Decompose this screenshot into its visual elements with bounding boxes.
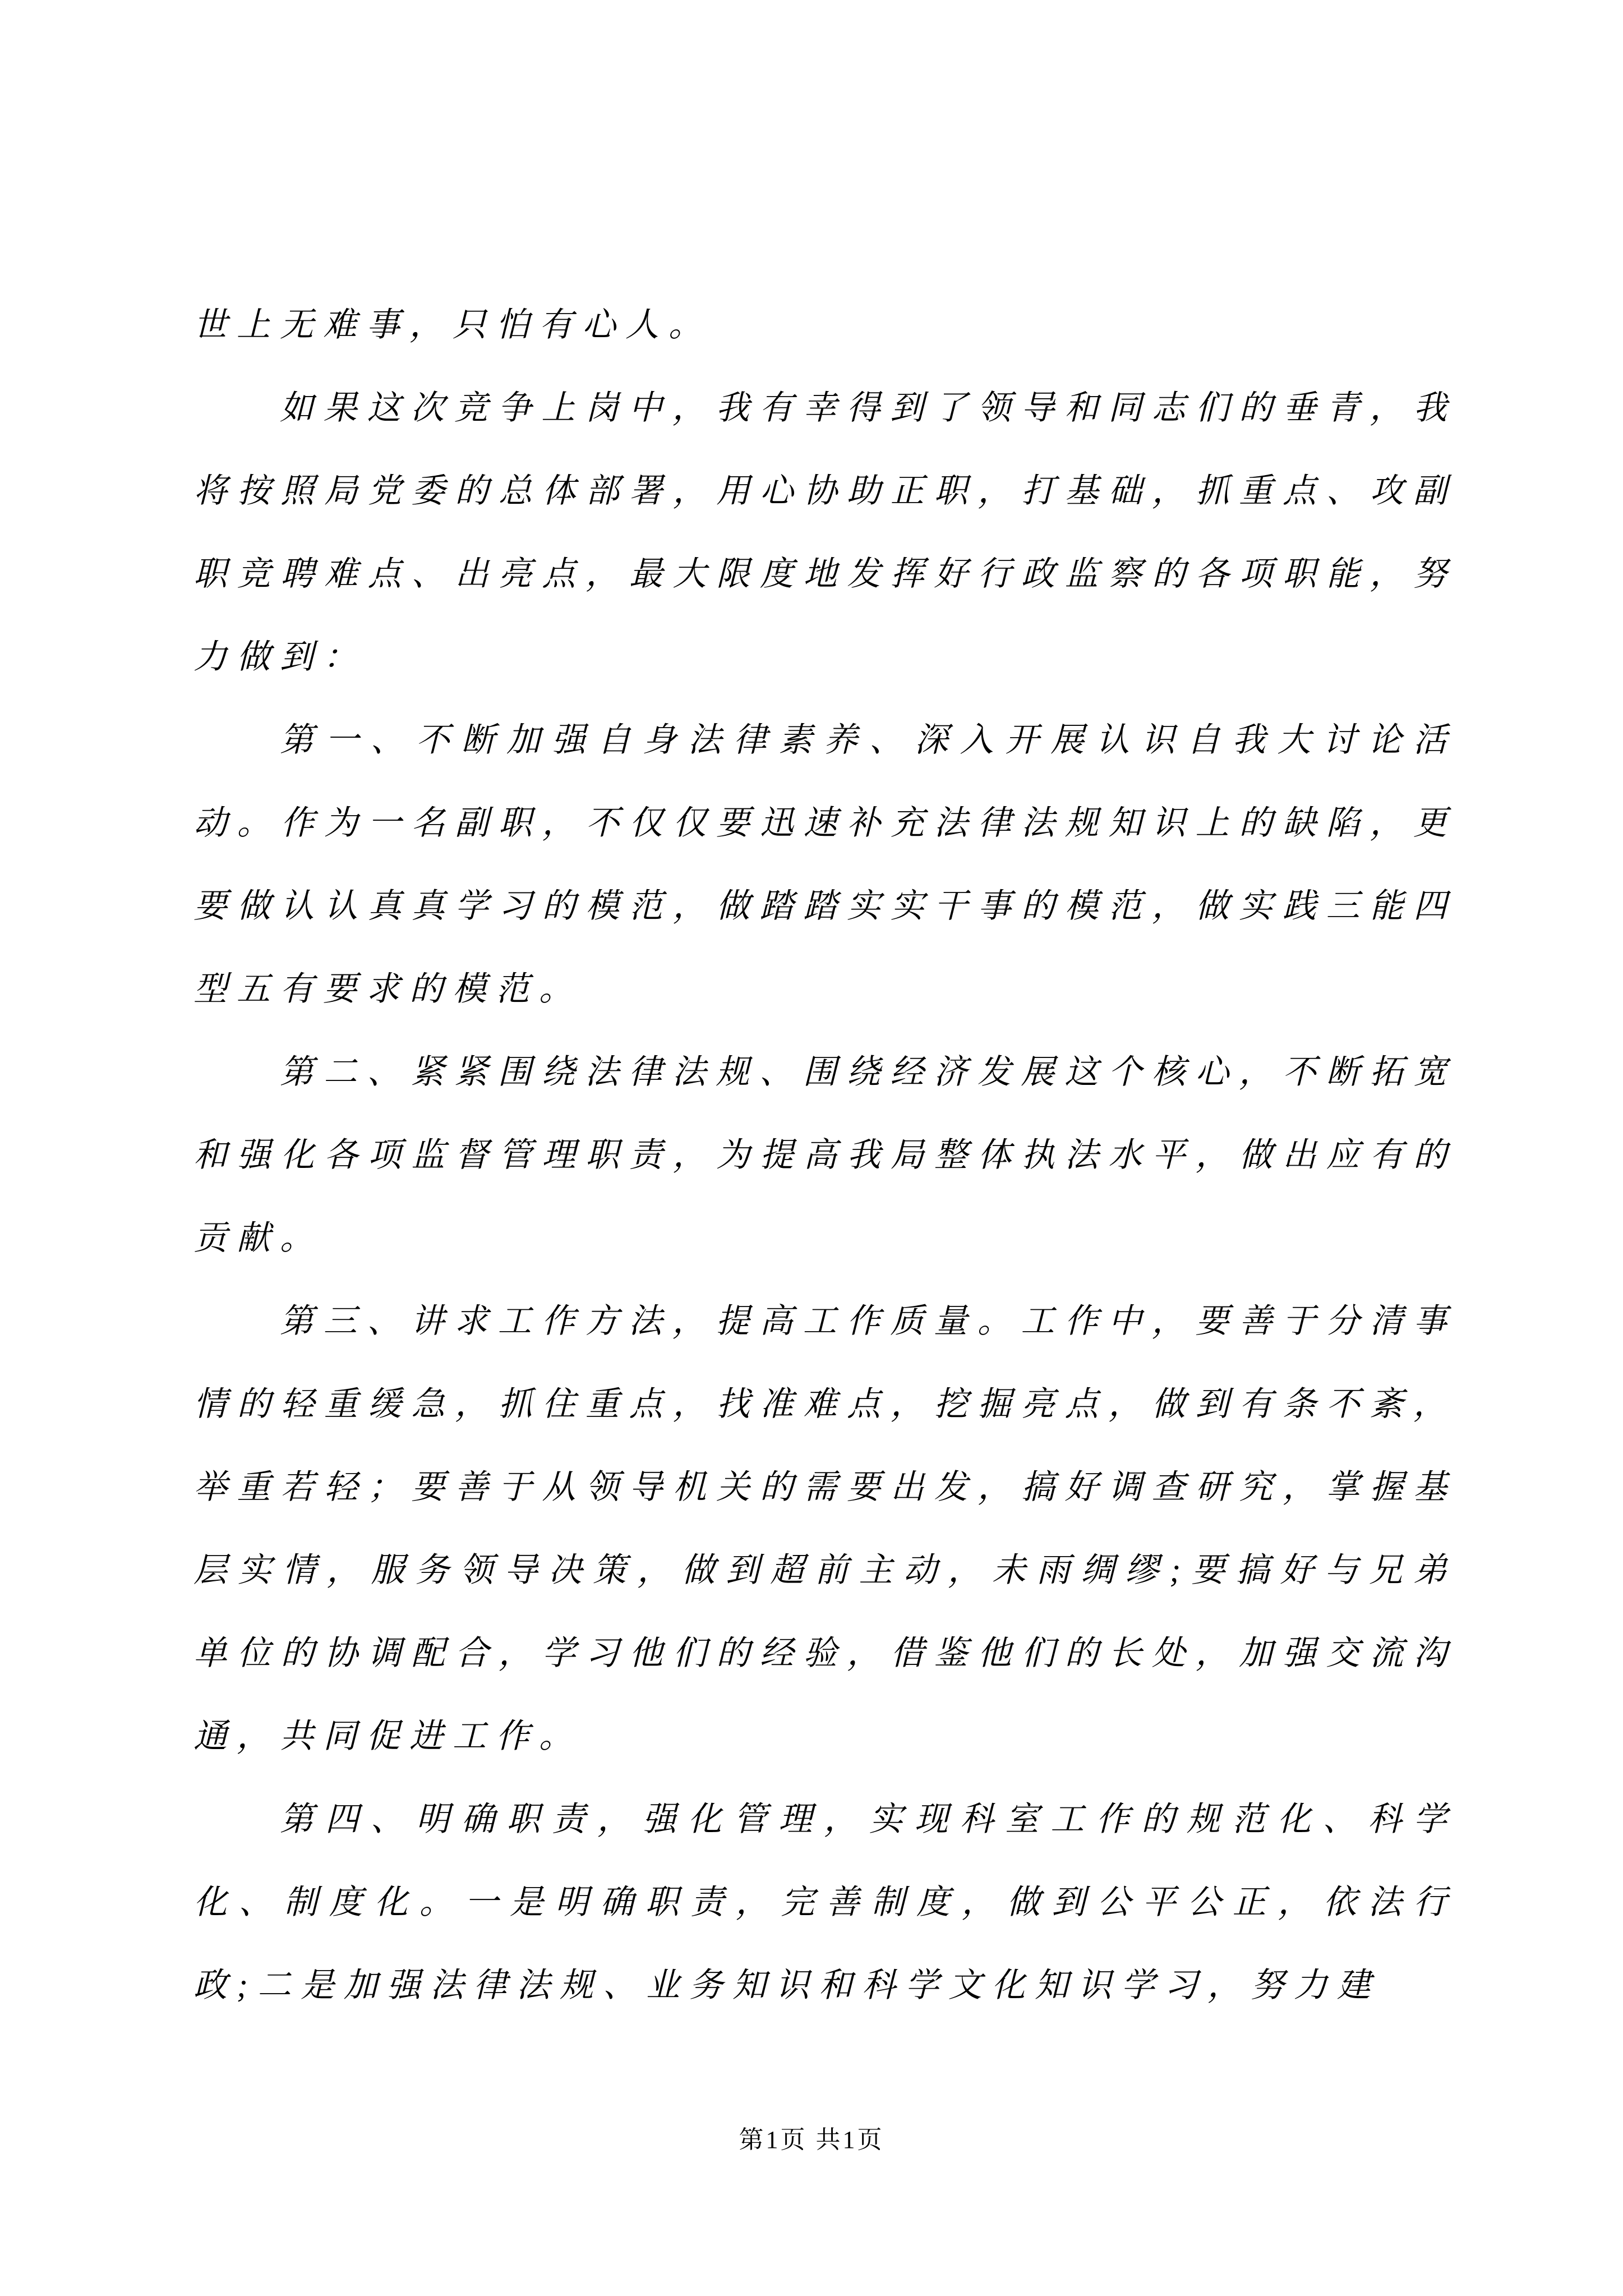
paragraph: 第三、讲求工作方法，提高工作质量。工作中，要善于分清事情的轻重缓急，抓住重点，找准难点，挖掘亮点，做到有条不紊，举重若轻；要善于从领导机关的需要出发，搞好调查研究，掌握基层实情，服务领导决策，做到超前主动，未雨绸缪;要搞好与兄弟单位的协调配合，学习他们的经验，借鉴他们的长处，加强交流沟通，共同促进工作。 — [193, 1303, 1456, 1755]
paragraph: 第二、紧紧围绕法律法规、围绕经济发展这个核心，不断拓宽和强化各项监督管理职责，为提高我局整体执法水平，做出应有的贡献。 — [193, 1053, 1456, 1257]
paragraph: 世上无难事，只怕有心人。 — [193, 306, 712, 343]
paragraph: 第四、明确职责，强化管理，实现科室工作的规范化、科学化、制度化。一是明确职责，完善制度，做到公平公正，依法行政;二是加强法律法规、业务知识和科学文化知识学习，努力建 — [193, 1801, 1456, 2004]
page-footer — [0, 2119, 1623, 2155]
paragraph: 如果这次竞争上岗中，我有幸得到了领导和同志们的垂青，我将按照局党委的总体部署，用心协助正职，打基础，抓重点、攻副职竞聘难点、出亮点，最大限度地发挥好行政监察的各项职能，努力做到： — [193, 389, 1456, 675]
document-body — [193, 283, 1456, 2027]
page-number-text: 第1页 共1页 — [739, 2126, 884, 2154]
paragraph: 第一、不断加强自身法律素养、深入开展认识自我大讨论活动。作为一名副职，不仅仅要迅速补充法律法规知识上的缺陷，更要做认认真真学习的模范，做踏踏实实干事的模范，做实践三能四型五有要求的模范。 — [193, 721, 1456, 1007]
